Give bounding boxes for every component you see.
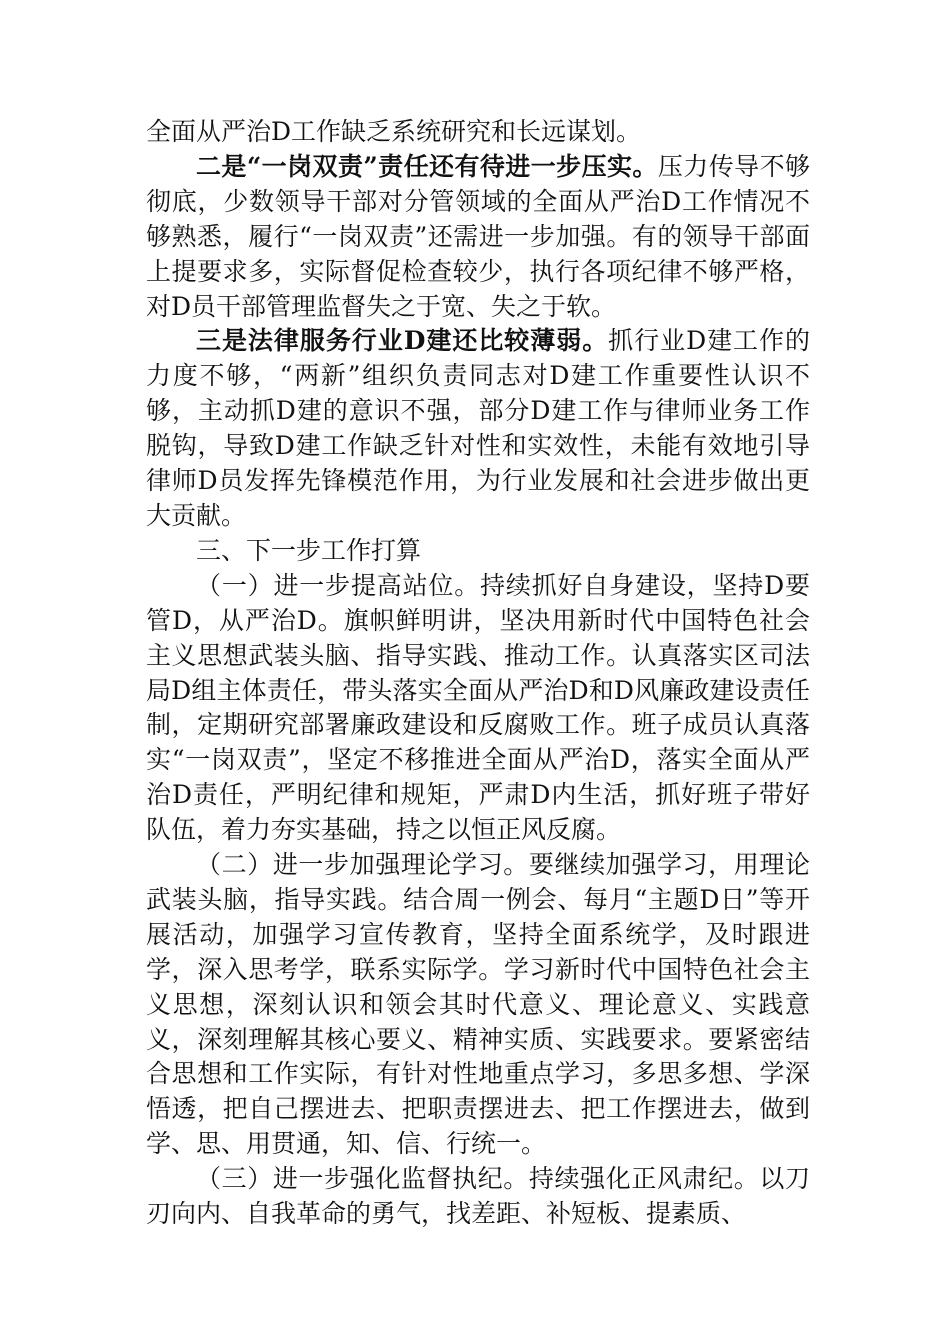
paragraph-step-3: （三）进一步强化监督执纪。持续强化正风肃纪。以刀刃向内、自我革命的勇气，找差距、补短板、提素质、	[146, 1164, 810, 1229]
paragraph-text: 压力传导不够彻底，少数领导干部对分管领域的全面从严治D工作情况不够熟悉，履行“一岗双责”还需进一步加强。有的领导干部面上提要求多，实际督促检查较少，执行各项纪律不够严格，对D员干部管理监督失之于宽、失之于软。	[146, 151, 810, 321]
paragraph-lead-bold: 二是“一岗双责”责任还有待进一步压实。	[196, 151, 658, 181]
document-body	[146, 115, 810, 1232]
paragraph-responsibility	[146, 150, 810, 325]
paragraph-continuation: 全面从严治D工作缺乏系统研究和长远谋划。	[146, 117, 642, 146]
paragraph-industry	[146, 324, 810, 533]
paragraph-lead-bold: 三是法律服务行业D建还比较薄弱。	[196, 326, 609, 356]
paragraph-text: 抓行业D建工作的力度不够，“两新”组织负责同志对D建工作重要性认识不够，主动抓D建的意识不强，部分D建工作与律师业务工作脱钩，导致D建工作缺乏针对性和实效性，未能有效地引导律师D员发挥先锋模范作用，为行业发展和社会进步做出更大贡献。	[146, 326, 810, 530]
paragraph-step-1: （一）进一步提高站位。持续抓好自身建设，坚持D要管D，从严治D。旗帜鲜明讲，坚决用新时代中国特色社会主义思想武装头脑、指导实践、推动工作。认真落实区司法局D组主体责任，带头落实全面从严治D和D风廉政建设责任制，定期研究部署廉政建设和反腐败工作。班子成员认真落实“一岗双责”，坚定不移推进全面从严治D，落实全面从严治D责任，严明纪律和规矩，严肃D内生活，抓好班子带好队伍，着力夯实基础，持之以恒正风反腐。	[146, 570, 810, 845]
section-heading: 三、下一步工作打算	[196, 535, 422, 565]
paragraph-step-2: （二）进一步加强理论学习。要继续加强学习，用理论武装头脑，指导实践。结合周一例会、每月“主题D日”等开展活动，加强学习宣传教育，坚持全面系统学，及时跟进学，深入思考学，联系实际学。学习新时代中国特色社会主义思想，深刻认识和领会其时代意义、理论意义、实践意义，深刻理解其核心要义、精神实质、实践要求。要紧密结合思想和工作实际，有针对性地重点学习，多思多想、学深悟透，把自己摆进去、把职责摆进去、把工作摆进去，做到学、思、用贯通，知、信、行统一。	[146, 850, 810, 1159]
